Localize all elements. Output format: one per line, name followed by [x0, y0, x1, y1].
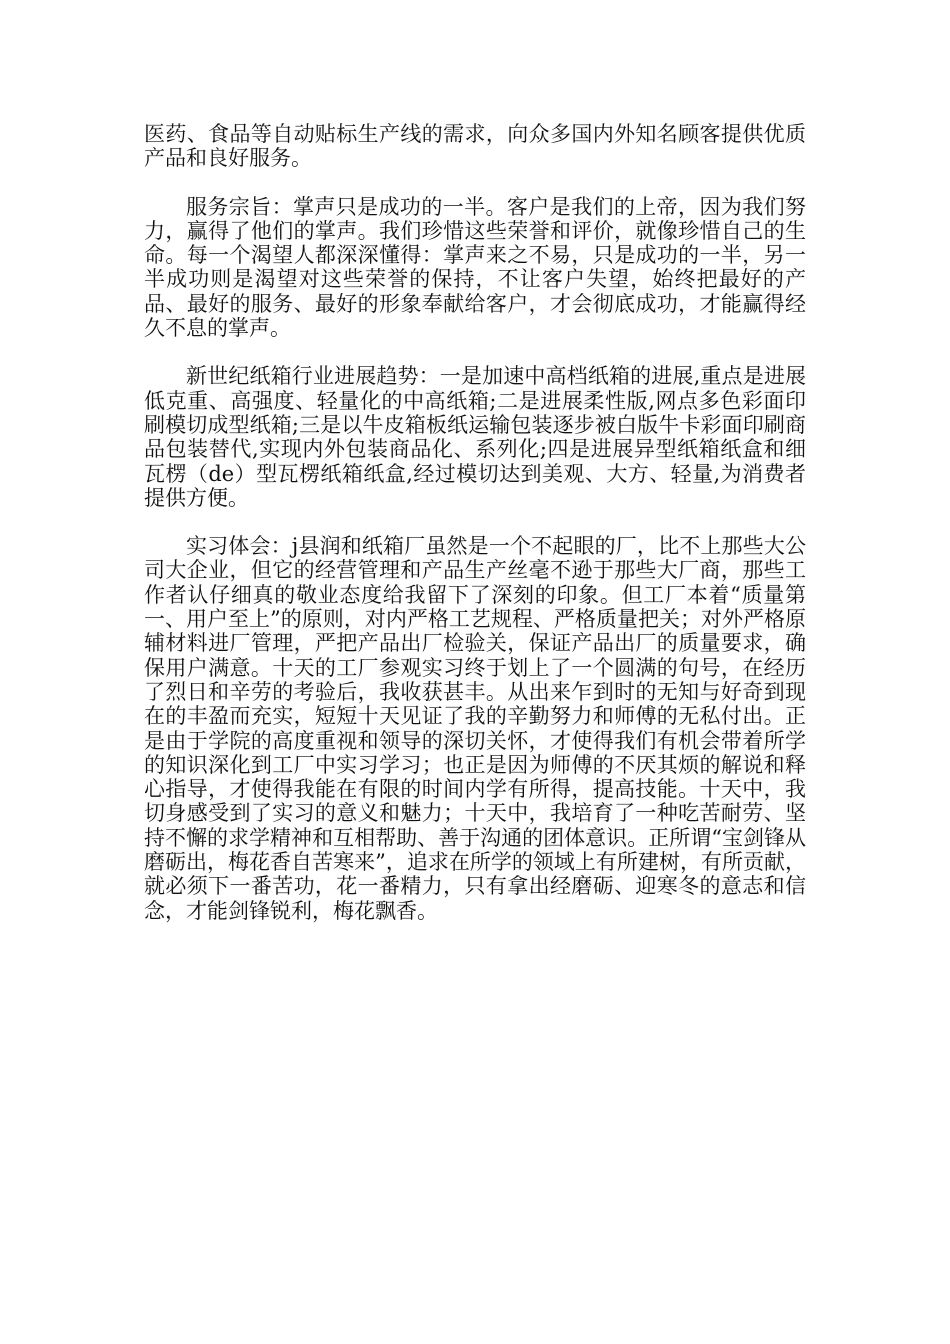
paragraph-service-tenet: 服务宗旨：掌声只是成功的一半。客户是我们的上帝，因为我们努力，赢得了他们的掌声。我们珍惜这些荣誉和评价，就像珍惜自己的生命。每一个渴望人都深深懂得：掌声来之不易，只是成功的一半，另一半成功则是渴望对这些荣誉的保持，不让客户失望，始终把最好的产品、最好的服务、最好的形象奉献给客户，才会彻底成功，才能赢得经久不息的掌声。 [144, 194, 806, 341]
paragraph-industry-trend: 新世纪纸箱行业进展趋势：一是加速中高档纸箱的进展,重点是进展低克重、高强度、轻量化的中高纸箱;二是进展柔性版,网点多色彩面印刷模切成型纸箱;三是以牛皮箱板纸运输包装逐步被白版牛卡彩面印刷商品包装替代,实现内外包装商品化、系列化;四是进展异型纸箱纸盒和细瓦楞（de）型瓦楞纸箱纸盒,经过模切达到美观、大方、轻量,为消费者提供方便。 [144, 364, 806, 510]
document-body [144, 122, 806, 947]
paragraph-internship-reflection: 实习体会：j县润和纸箱厂虽然是一个不起眼的厂，比不上那些大公司大企业，但它的经营管理和产品生产丝毫不逊于那些大厂商，那些工作者认仔细真的敬业态度给我留下了深刻的印象。但工厂本着“质量第一、用户至上”的原则，对内严格工艺规程、严格质量把关；对外严格原辅材料进厂管理，严把产品出厂检验关，保证产品出厂的质量要求，确保用户满意。十天的工厂参观实习终于划上了一个圆满的句号，在经历了烈日和辛劳的考验后，我收获甚丰。从出来乍到时的无知与好奇到现在的丰盈而充实，短短十天见证了我的辛勤努力和师傅的无私付出。正是由于学院的高度重视和领导的深切关怀，才使得我们有机会带着所学的知识深化到工厂中实习学习；也正是因为师傅的不厌其烦的解说和释心指导，才使得我能在有限的时间内学有所得，提高技能。十天中，我切身感受到了实习的意义和魅力；十天中，我培育了一种吃苦耐劳、坚持不懈的求学精神和互相帮助、善于沟通的团体意识。正所谓“宝剑锋从磨砺出，梅花香自苦寒来”，追求在所学的领域上有所建树，有所贡献，就必须下一番苦功，花一番精力，只有拿出经磨砺、迎寒冬的意志和信念，才能剑锋锐利，梅花飘香。 [144, 534, 806, 923]
paragraph-intro-continuation: 医药、食品等自动贴标生产线的需求，向众多国内外知名顾客提供优质产品和良好服务。 [144, 122, 806, 171]
